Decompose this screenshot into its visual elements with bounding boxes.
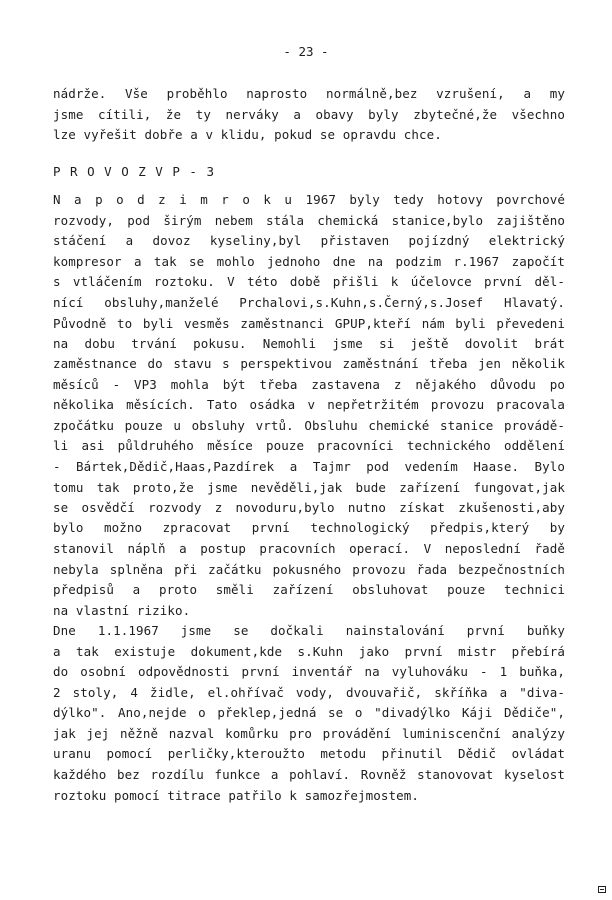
text-line: nebyla splněna při začátku pokusného provozu řada bezpečnostních (53, 562, 565, 577)
text-line: roztoku pomocí titrace patřilo k samozřejmostem. (53, 788, 420, 803)
text-line: každého bez rozdílu funkce a pohlaví. Rovněž stanovovat kyselost (53, 767, 565, 782)
text-line: rozvody, pod širým nebem stála chemická stanice,bylo zajištěno (53, 213, 565, 228)
page-number: - 23 - (283, 44, 329, 59)
text-line: stáčení a dovoz kyseliny,byl přistaven pojízdný elektrický (53, 233, 565, 248)
text-line: s vtláčením roztoku. V této době přišli k účelovce první děl- (53, 274, 565, 289)
text-line: Původně to byli vesměs zaměstnanci GPUP,kteří nám byli převedeni (53, 316, 565, 331)
text-line: 2 stoly, 4 židle, el.ohřívač vody, dvouvařič, skříňka a "diva- (53, 685, 565, 700)
text-line: nící obsluhy,manželé Prchalovi,s.Kuhn,s.Černý,s.Josef Hlavatý. (53, 295, 565, 310)
text-line: zpočátku pouze u obsluhy vrtů. Obsluhu chemické stanice provádě- (53, 418, 565, 433)
text-line: jsme cítili, že ty nerváky a obavy byly zbytečné,že všechno (53, 107, 565, 122)
text-line: bylo možno zpracovat první technologický předpis,který by (53, 520, 565, 535)
text-line: několika měsících. Tato osádka v nepřetržitém provozu pracovala (53, 397, 565, 412)
text-line: kompresor a tak se mohlo jednoho dne na podzim r.1967 započít (53, 254, 565, 269)
text-line: N a p o d z i m r o k u 1967 byly tedy hotovy povrchové (53, 192, 565, 207)
text-line: na vlastní riziko. (53, 603, 191, 618)
text-line: předpisů a proto směli zařízení obsluhovat pouze technici (53, 582, 565, 597)
text-line: jak jej něžně nazval komůrku pro provádění luminiscenční analýzy (53, 726, 565, 741)
text-line: dýlko". Ano,nejde o překlep,jedná se o "divadýlko Káji Dědiče", (53, 705, 565, 720)
text-line: uranu pomocí perličky,kteroužto metodu přinutil Dědič ovládat (53, 746, 565, 761)
text-line: tomu tak proto,že jsme nevěděli,jak bude zařízení fungovat,jak (53, 480, 565, 495)
text-line: měsíců - VP3 mohla být třeba zastavena z nějakého důvodu po (53, 377, 565, 392)
text-line: li asi půldruhého měsíce pouze pracovníci technického oddělení (53, 438, 565, 453)
text-line: stanovil náplň a postup pracovních operací. V neposlední řadě (53, 541, 565, 556)
section-heading: P R O V O Z V P - 3 (53, 164, 215, 179)
text-line: Dne 1.1.1967 jsme se dočkali nainstalování první buňky (53, 623, 565, 638)
text-line: na dobu trvání pokusu. Nemohli jsme si ještě dovolit brát (53, 336, 565, 351)
text-line: do osobní odpovědnosti první inventář na vyluhováku - 1 buňka, (53, 664, 565, 679)
text-line: a tak existuje dokument,kde s.Kuhn jako první mistr přebírá (53, 644, 565, 659)
text-line: zaměstnance do stavu s perspektivou zaměstnání třeba jen několik (53, 356, 565, 371)
text-line: - Bártek,Dědič,Haas,Pazdírek a Tajmr pod vedením Haase. Bylo (53, 459, 565, 474)
text-line: se osvědčí rozvody z novoduru,bylo nutno získat zkušenosti,aby (53, 500, 565, 515)
text-line: lze vyřešit dobře a v klidu, pokud se opravdu chce. (53, 127, 442, 142)
text-line: nádrže. Vše proběhlo naprosto normálně,bez vzrušení, a my (53, 86, 565, 101)
page-corner-icon (598, 886, 606, 893)
